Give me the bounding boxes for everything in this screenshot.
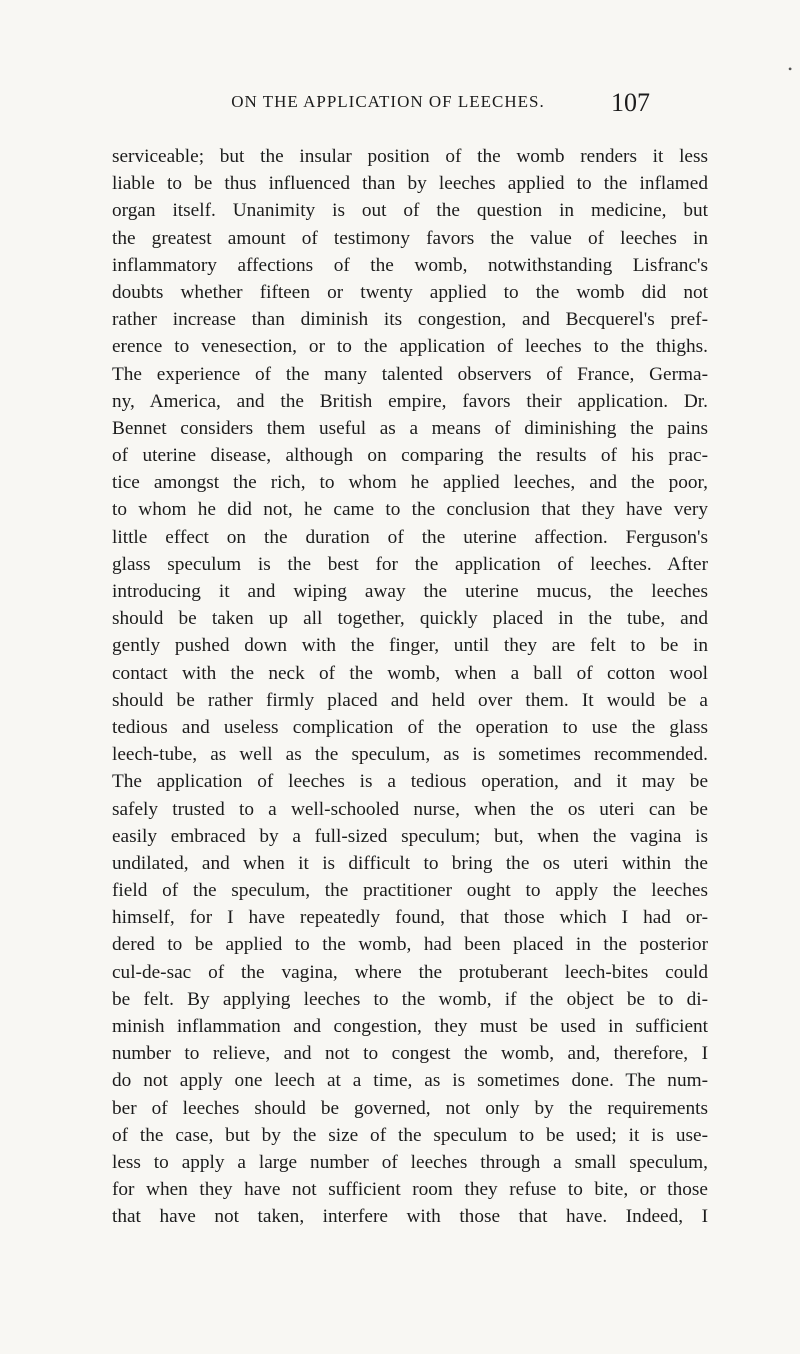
text-line: erence to venesection, or to the application of leeches to the thighs. — [112, 336, 708, 358]
text-line: tice amongst the rich, to whom he applied leeches, and the poor, — [112, 472, 708, 494]
text-line: rather increase than diminish its congestion, and Becquerel's pref- — [112, 309, 708, 331]
text-line: little effect on the duration of the uterine affection. Ferguson's — [112, 526, 708, 548]
text-line: Bennet considers them useful as a means of diminishing the pains — [112, 417, 708, 439]
text-line: ny, America, and the British empire, favors their application. Dr. — [112, 390, 708, 412]
running-title: ON THE APPLICATION OF LEECHES. — [231, 92, 545, 111]
text-line: serviceable; but the insular position of the womb renders it less — [112, 146, 708, 167]
text-line: The experience of the many talented observers of France, Germa- — [112, 363, 708, 385]
page-number: 107 — [611, 88, 650, 117]
text-line: himself, for I have repeatedly found, that those which I had or- — [112, 907, 708, 929]
text-line: contact with the neck of the womb, when a ball of cotton wool — [112, 662, 708, 684]
text-line: the greatest amount of testimony favors the value of leeches in — [112, 227, 708, 249]
text-line: glass speculum is the best for the application of leeches. After — [112, 553, 708, 575]
text-line: do not apply one leech at a time, as is sometimes done. The num- — [112, 1070, 708, 1092]
text-line: liable to be thus influenced than by leeches applied to the inflamed — [112, 173, 708, 195]
text-line: undilated, and when it is difficult to bring the os uteri within the — [112, 852, 708, 874]
text-line: cul-de-sac of the vagina, where the protuberant leech-bites could — [112, 961, 708, 983]
text-line: for when they have not sufficient room they refuse to bite, or those — [112, 1179, 708, 1201]
text-line: introducing it and wiping away the uterine mucus, the leeches — [112, 581, 708, 602]
text-line: to whom he did not, he came to the conclusion that they have very — [112, 499, 708, 521]
text-line: of the case, but by the size of the speculum to be used; it is use- — [112, 1124, 708, 1146]
text-line: gently pushed down with the finger, until they are felt to be in — [112, 635, 708, 657]
text-line: minish inflammation and congestion, they must be used in sufficient — [112, 1016, 708, 1037]
text-line: field of the speculum, the practitioner ought to apply the leeches — [112, 880, 708, 902]
running-head — [0, 88, 800, 128]
text-line: be felt. By applying leeches to the womb, if the object be to di- — [112, 988, 708, 1010]
body-text — [112, 143, 708, 1231]
text-line: number to relieve, and not to congest the womb, and, therefore, I — [112, 1043, 708, 1065]
text-line: tedious and useless complication of the operation to use the glass — [112, 716, 708, 738]
text-line: leech-tube, as well as the speculum, as is sometimes recommended. — [112, 744, 708, 766]
text-line: should be rather firmly placed and held over them. It would be a — [112, 689, 708, 711]
text-line: safely trusted to a well-schooled nurse, when the os uteri can be — [112, 798, 708, 820]
text-line: less to apply a large number of leeches through a small speculum, — [112, 1151, 708, 1173]
text-line: The application of leeches is a tedious operation, and it may be — [112, 771, 708, 793]
text-line: easily embraced by a full-sized speculum; but, when the vagina is — [112, 825, 708, 847]
text-line: inflammatory affections of the womb, notwithstanding Lisfranc's — [112, 254, 708, 276]
margin-mark: • — [788, 62, 793, 76]
text-line: ber of leeches should be governed, not only by the requirements — [112, 1097, 708, 1119]
text-line: should be taken up all together, quickly placed in the tube, and — [112, 608, 708, 630]
text-line: organ itself. Unanimity is out of the question in medicine, but — [112, 200, 708, 222]
text-line: that have not taken, interfere with those that have. Indeed, I — [112, 1206, 708, 1228]
text-line: doubts whether fifteen or twenty applied to the womb did not — [112, 281, 708, 303]
text-line: dered to be applied to the womb, had been placed in the posterior — [112, 934, 708, 956]
text-line: of uterine disease, although on comparing the results of his prac- — [112, 445, 708, 467]
